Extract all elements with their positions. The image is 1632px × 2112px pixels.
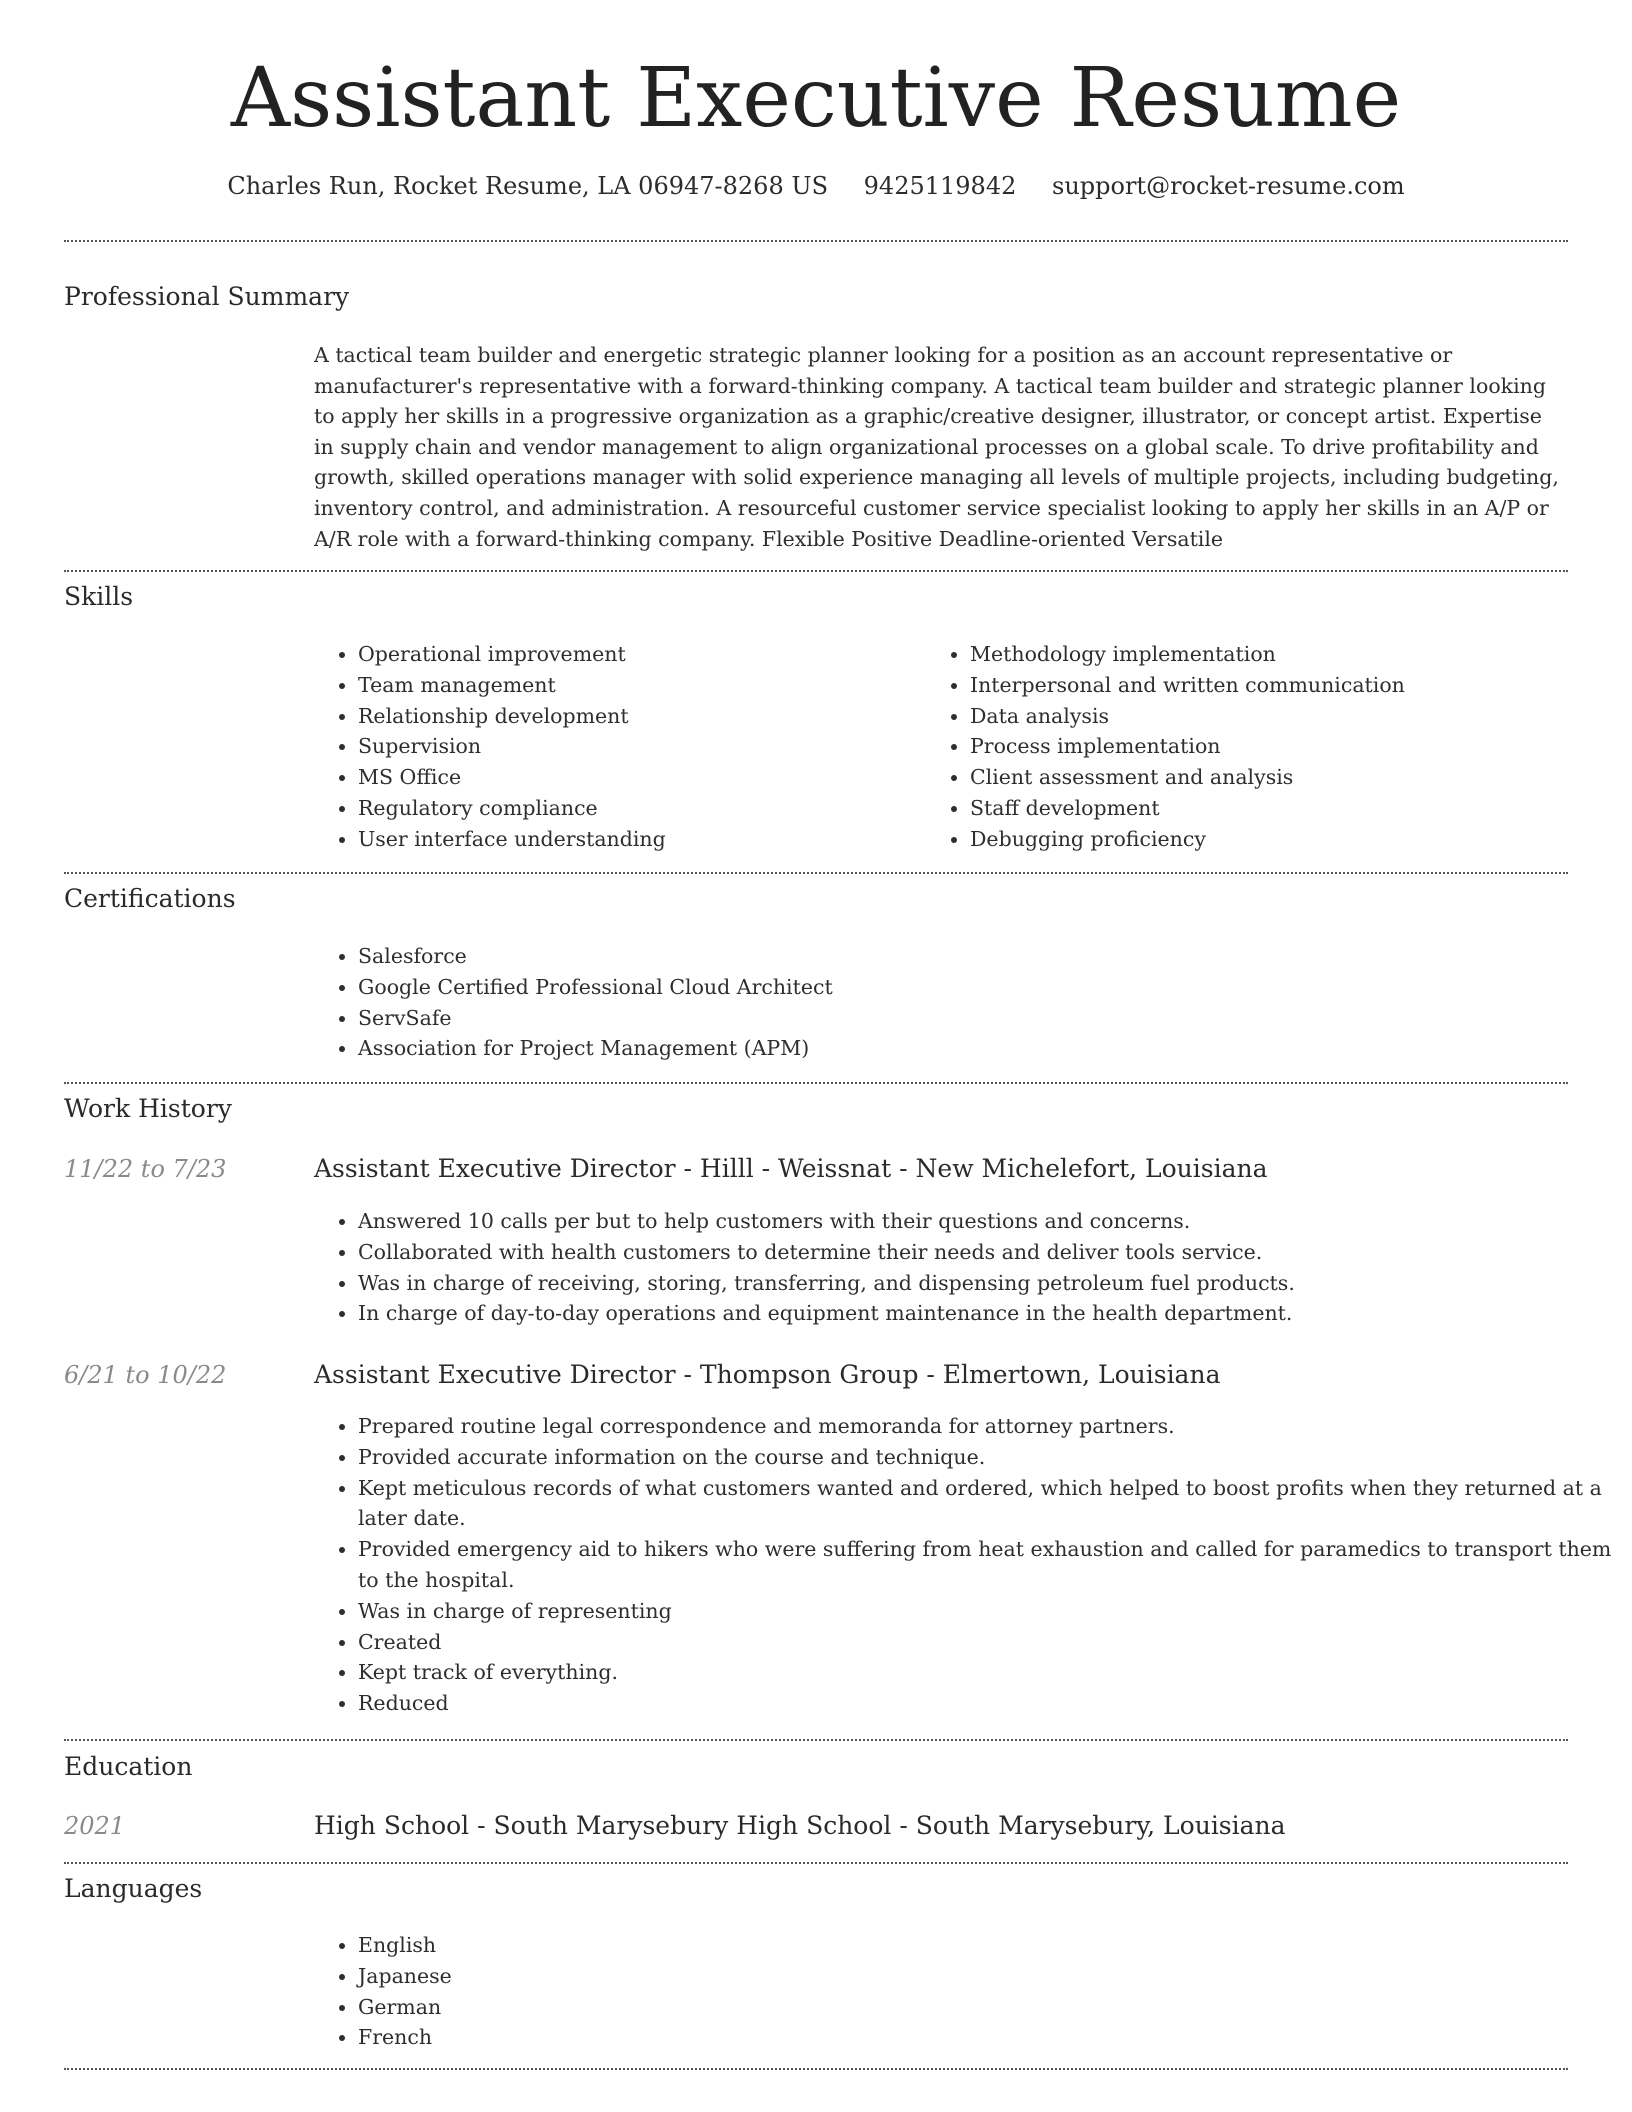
list-item: • Process implementation [970,731,1610,762]
list-item: • Methodology implementation [970,639,1610,670]
list-item: • Debugging proficiency [970,824,1610,855]
list-item: • Data analysis [970,701,1610,732]
list-item: • Supervision [358,731,918,762]
job-bullets [314,1206,1612,1329]
contact-email: support@rocket-resume.com [1052,172,1405,200]
list-item: • Answered 10 calls per but to help customers with their questions and concerns. [358,1206,1612,1237]
job-dates: 11/22 to 7/23 [64,1155,227,1183]
skills-list-right [926,639,1610,855]
job-dates: 6/21 to 10/22 [64,1361,227,1389]
list-item: • ServSafe [358,1003,1608,1034]
education-year: 2021 [64,1812,126,1840]
list-item: • Created [358,1627,1612,1658]
list-item: • Collaborated with health customers to determine their needs and deliver tools service. [358,1237,1612,1268]
contact-address: Charles Run, Rocket Resume, LA 06947-8268 US [227,172,829,200]
contact-line [64,172,1568,200]
list-item: • Interpersonal and written communication [970,670,1610,701]
list-item: • Reduced [358,1688,1612,1719]
summary-heading: Professional Summary [64,282,350,311]
summary-text: A tactical team builder and energetic strategic planner looking for a position as an account representative or manufacturer's representative with a forward-thinking company. A tactical team builder and strategic planner looking to apply her skills in a progressive organization as a graphic/creative designer, illustrator, or concept artist. Expertise in supply chain and vendor management to align organizational processes on a global scale. To drive profitability and growth, skilled operations manager with solid experience managing all levels of multiple projects, including budgeting, inventory control, and administration. A resourceful customer service specialist looking to apply her skills in an A/P or A/R role with a forward-thinking company. Flexible Positive Deadline-oriented Versatile [314,343,1559,551]
contact-phone: 9425119842 [863,172,1017,200]
list-item: • MS Office [358,762,918,793]
list-item: • Regulatory compliance [358,793,918,824]
list-item: • German [358,1992,1608,2023]
list-item: • Salesforce [358,941,1608,972]
skills-list-left [314,639,918,855]
divider [64,872,1568,874]
list-item: • Provided accurate information on the course and technique. [358,1442,1612,1473]
list-item: • Google Certified Professional Cloud Architect [358,972,1608,1003]
list-item: • Kept meticulous records of what customers wanted and ordered, which helped to boost profits when they returned at a later date. [358,1473,1612,1535]
list-item: • User interface understanding [358,824,918,855]
languages-heading: Languages [64,1874,203,1903]
list-item: • Provided emergency aid to hikers who were suffering from heat exhaustion and called for paramedics to transport them to the hospital. [358,1534,1612,1596]
list-item: • Was in charge of representing [358,1596,1612,1627]
divider [64,570,1568,572]
list-item: • Kept track of everything. [358,1657,1612,1688]
job-bullets [314,1411,1612,1719]
list-item: • Association for Project Management (APM) [358,1033,1608,1064]
work-heading: Work History [64,1094,232,1123]
list-item: • Relationship development [358,701,918,732]
list-item: • Japanese [358,1961,1608,1992]
resume-title: Assistant Executive Resume [230,51,1402,146]
divider [64,240,1568,242]
list-item: • Staff development [970,793,1610,824]
list-item: • Team management [358,670,918,701]
list-item: • Prepared routine legal correspondence and memoranda for attorney partners. [358,1411,1612,1442]
divider [64,1739,1568,1741]
languages-list [314,1930,1608,2053]
list-item: • French [358,2022,1608,2053]
certifications-heading: Certifications [64,884,236,913]
divider [64,2068,1568,2070]
list-item: • Client assessment and analysis [970,762,1610,793]
list-item: • Was in charge of receiving, storing, transferring, and dispensing petroleum fuel products. [358,1268,1612,1299]
job-title: Assistant Executive Director - Hilll - Weissnat - New Michelefort, Louisiana [314,1154,1268,1183]
certifications-list [314,941,1608,1064]
education-heading: Education [64,1752,193,1781]
education-entry: High School - South Marysebury High School - South Marysebury, Louisiana [314,1811,1286,1840]
list-item: • Operational improvement [358,639,918,670]
skills-heading: Skills [64,582,134,611]
divider [64,1082,1568,1084]
job-title: Assistant Executive Director - Thompson Group - Elmertown, Louisiana [314,1360,1221,1389]
list-item: • In charge of day-to-day operations and equipment maintenance in the health department. [358,1298,1612,1329]
divider [64,1862,1568,1864]
list-item: • English [358,1930,1608,1961]
